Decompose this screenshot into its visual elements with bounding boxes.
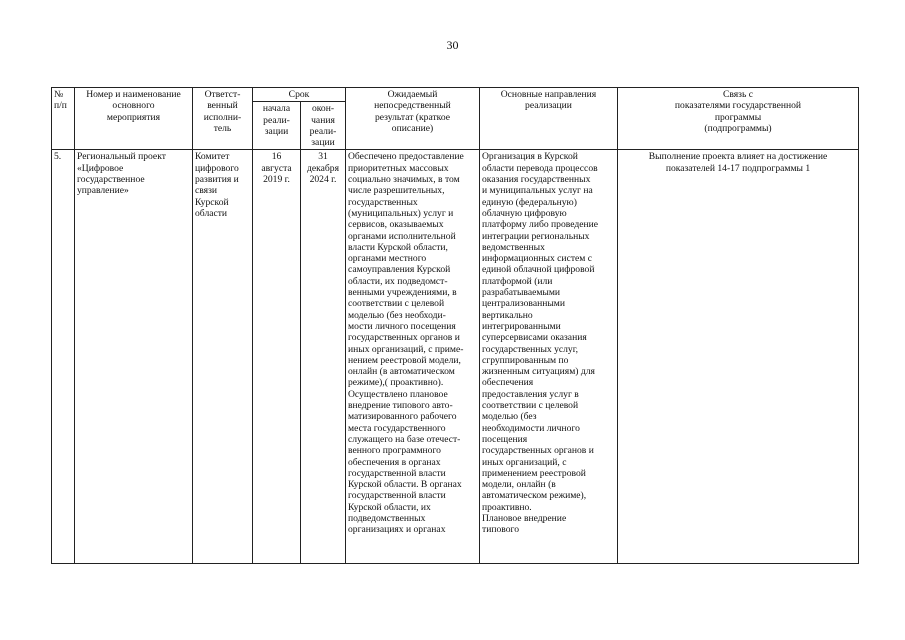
header-directions: Основные направления реализации xyxy=(480,88,618,150)
row-expected: Обеспечено предоставление приоритетных массовых социально значимых, в том числе разрешительных, государственных (муниципальных) услуг и сервисов, оказываемых органами исполнительной власти Курской области, органами местного самоуправления Курской области, их подведомст- венными учреждениями, в соответствии с целевой моделью (без необходи- мости личного посещения государственных органов и иных организаций, с приме- нением реестровой модели, онлайн (в автоматическом режиме),( проактивно). Осуществлено плановое внедрение типового авто- матизированного рабочего места государственного служащего на базе отечест- венного программного обеспечения в органах государственной власти Курской области. В органах государственной власти Курской области, их подведомственных организациях и органах xyxy=(348,151,464,536)
row-link: Выполнение проекта влияет на достижение показателей 14-17 подпрограммы 1 xyxy=(618,150,859,564)
header-row xyxy=(52,88,859,102)
program-activities-table xyxy=(51,87,859,564)
header-num: № п/п xyxy=(52,88,75,150)
header-start: начала реали- зации xyxy=(253,102,301,150)
row-start: 16 августа 2019 г. xyxy=(253,150,301,564)
row-num: 5. xyxy=(52,150,75,564)
row-expected-cell xyxy=(346,150,480,564)
row-name: Региональный проект «Цифровое государственное управление» xyxy=(75,150,193,564)
row-responsible: Комитет цифрового развития и связи Курской области xyxy=(193,150,253,564)
row-directions-cell xyxy=(480,150,618,564)
header-term: Срок xyxy=(253,88,346,102)
header-responsible: Ответст- венный исполни- тель xyxy=(193,88,253,150)
table-row xyxy=(52,150,859,564)
header-name: Номер и наименование основного мероприятия xyxy=(75,88,193,150)
header-link: Связь с показателями государственной программы (подпрограммы) xyxy=(618,88,859,150)
row-directions: Организация в Курской области перевода процессов оказания государственных и муниципальных услуг на единую (федеральную) облачную цифровую платформу либо проведение интеграции региональных ведомственных информационных систем с единой облачной цифровой платформой (или разрабатываемыми централизованными вертикально интегрированными суперсервисами оказания государственных услуг, сгруппированным по жизненным ситуациям) для обеспечения предоставления услуг в соответствии с целевой моделью (без необходимости личного посещения государственных органов и иных организаций, с применением реестровой модели, онлайн (в автоматическом режиме), проактивно. Плановое внедрение типового xyxy=(482,151,599,536)
header-end: окон- чания реали- зации xyxy=(301,102,346,150)
row-end: 31 декабря 2024 г. xyxy=(301,150,346,564)
page-number: 30 xyxy=(446,38,459,52)
header-expected: Ожидаемый непосредственный результат (краткое описание) xyxy=(346,88,480,150)
